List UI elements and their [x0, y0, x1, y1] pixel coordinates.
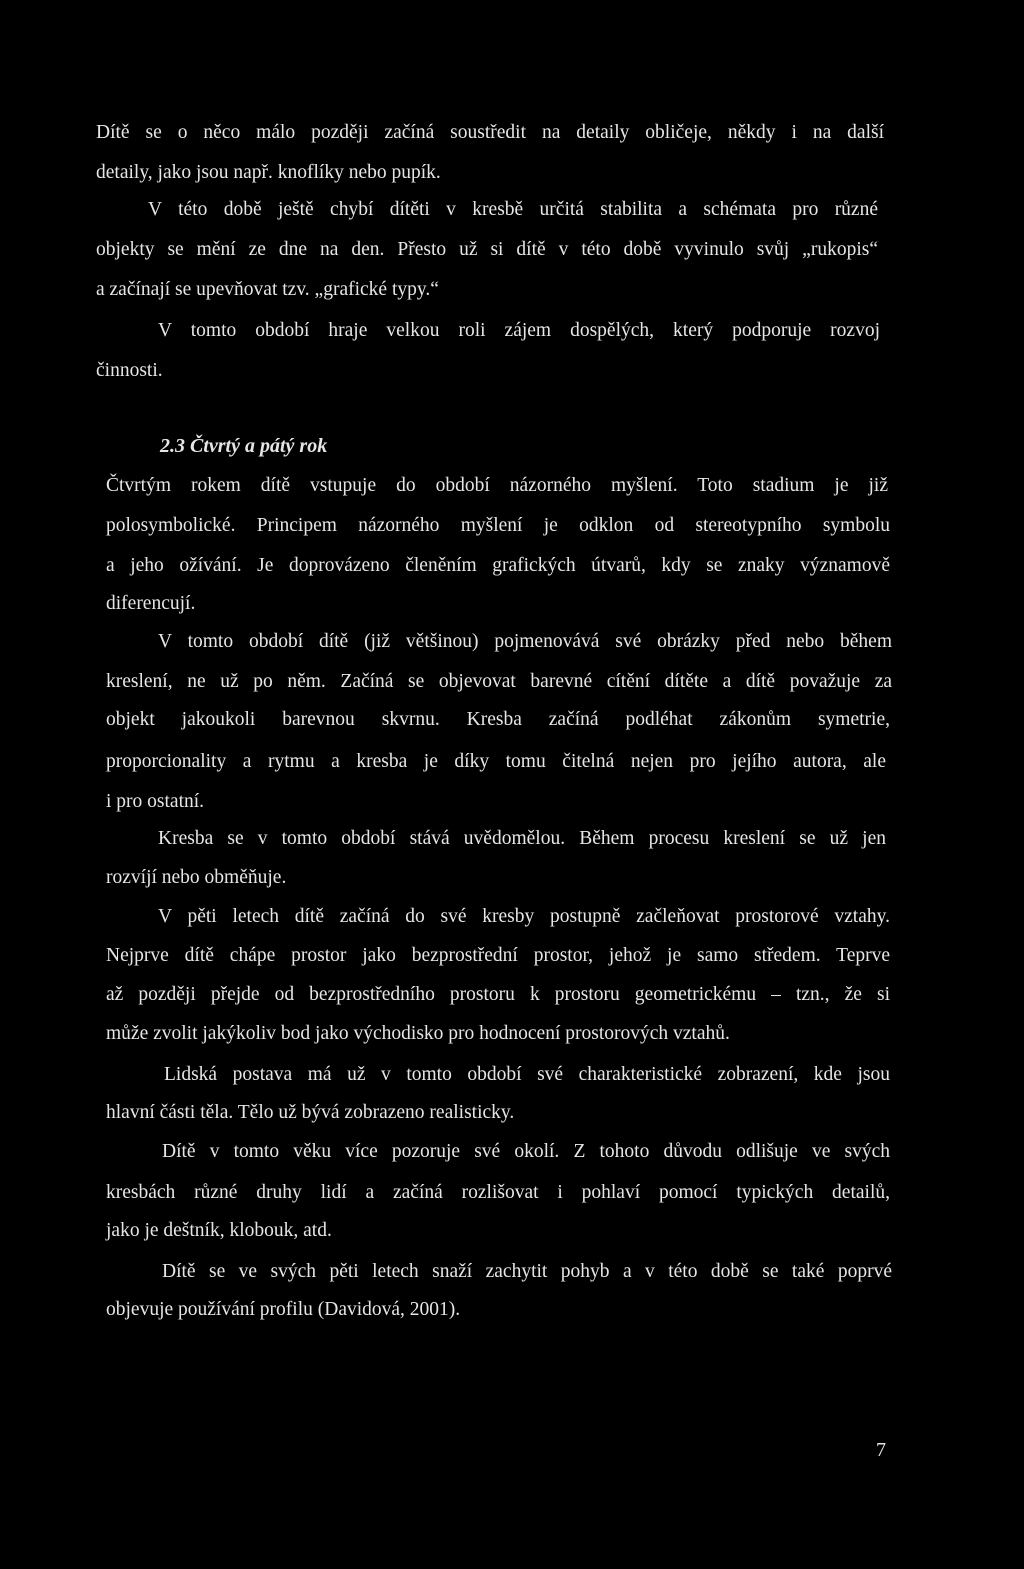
- text-line: až později přejde od bezprostředního prostoru k prostoru geometrickému – tzn., že si: [106, 984, 890, 1005]
- text-line: Dítě se o něco málo později začíná soustředit na detaily obličeje, někdy i na další: [96, 122, 884, 143]
- text-line: a jeho ožívání. Je doprovázeno členěním grafických útvarů, kdy se znaky významově: [106, 555, 890, 576]
- text-line: Lidská postava má už v tomto období své charakteristické zobrazení, kde jsou: [164, 1064, 890, 1085]
- section-heading: 2.3 Čtvrtý a pátý rok: [160, 435, 328, 457]
- text-line: objekt jakoukoli barevnou skvrnu. Kresba začíná podléhat zákonům symetrie,: [106, 709, 890, 730]
- text-line: Nejprve dítě chápe prostor jako bezprostřední prostor, jehož je samo středem. Teprve: [106, 945, 890, 966]
- text-line: může zvolit jakýkoliv bod jako východisko pro hodnocení prostorových vztahů.: [106, 1023, 730, 1044]
- text-line: Kresba se v tomto období stává uvědomělou. Během procesu kreslení se už jen: [158, 828, 886, 849]
- text-line: objekty se mění ze dne na den. Přesto už si dítě v této době vyvinulo svůj „rukopis“: [96, 239, 878, 260]
- text-line: V této době ještě chybí dítěti v kresbě určitá stabilita a schémata pro různé: [148, 199, 878, 220]
- text-line: kresbách různé druhy lidí a začíná rozlišovat i pohlaví pomocí typických detailů,: [106, 1182, 890, 1203]
- text-line: V pěti letech dítě začíná do své kresby postupně začleňovat prostorové vztahy.: [158, 906, 890, 927]
- text-line: hlavní části těla. Tělo už bývá zobrazeno realisticky.: [106, 1102, 515, 1123]
- text-line: jako je deštník, klobouk, atd.: [106, 1220, 332, 1241]
- text-line: Čtvrtým rokem dítě vstupuje do období názorného myšlení. Toto stadium je již: [106, 475, 888, 496]
- text-line: Dítě se ve svých pěti letech snaží zachytit pohyb a v této době se také poprvé: [162, 1261, 892, 1282]
- text-line: proporcionality a rytmu a kresba je díky tomu čitelná nejen pro jejího autora, ale: [106, 751, 886, 772]
- page-number: 7: [876, 1439, 886, 1461]
- text-line: polosymbolické. Principem názorného myšlení je odklon od stereotypního symbolu: [106, 515, 890, 536]
- text-line: rozvíjí nebo obměňuje.: [106, 867, 287, 888]
- text-line: diferencují.: [106, 593, 196, 614]
- text-line: objevuje používání profilu (Davidová, 2001).: [106, 1299, 461, 1320]
- text-line: a začínají se upevňovat tzv. „grafické typy.“: [96, 279, 439, 300]
- text-line: kreslení, ne už po něm. Začíná se objevovat barevné cítění dítěte a dítě považuje za: [106, 671, 892, 692]
- text-line: činnosti.: [96, 360, 163, 381]
- text-line: i pro ostatní.: [106, 791, 205, 812]
- text-line: V tomto období hraje velkou roli zájem dospělých, který podporuje rozvoj: [158, 320, 880, 341]
- text-line: Dítě v tomto věku více pozoruje své okolí. Z tohoto důvodu odlišuje ve svých: [162, 1141, 890, 1162]
- text-line: detaily, jako jsou např. knoflíky nebo pupík.: [96, 162, 441, 183]
- text-line: V tomto období dítě (již většinou) pojmenovává své obrázky před nebo během: [158, 631, 892, 652]
